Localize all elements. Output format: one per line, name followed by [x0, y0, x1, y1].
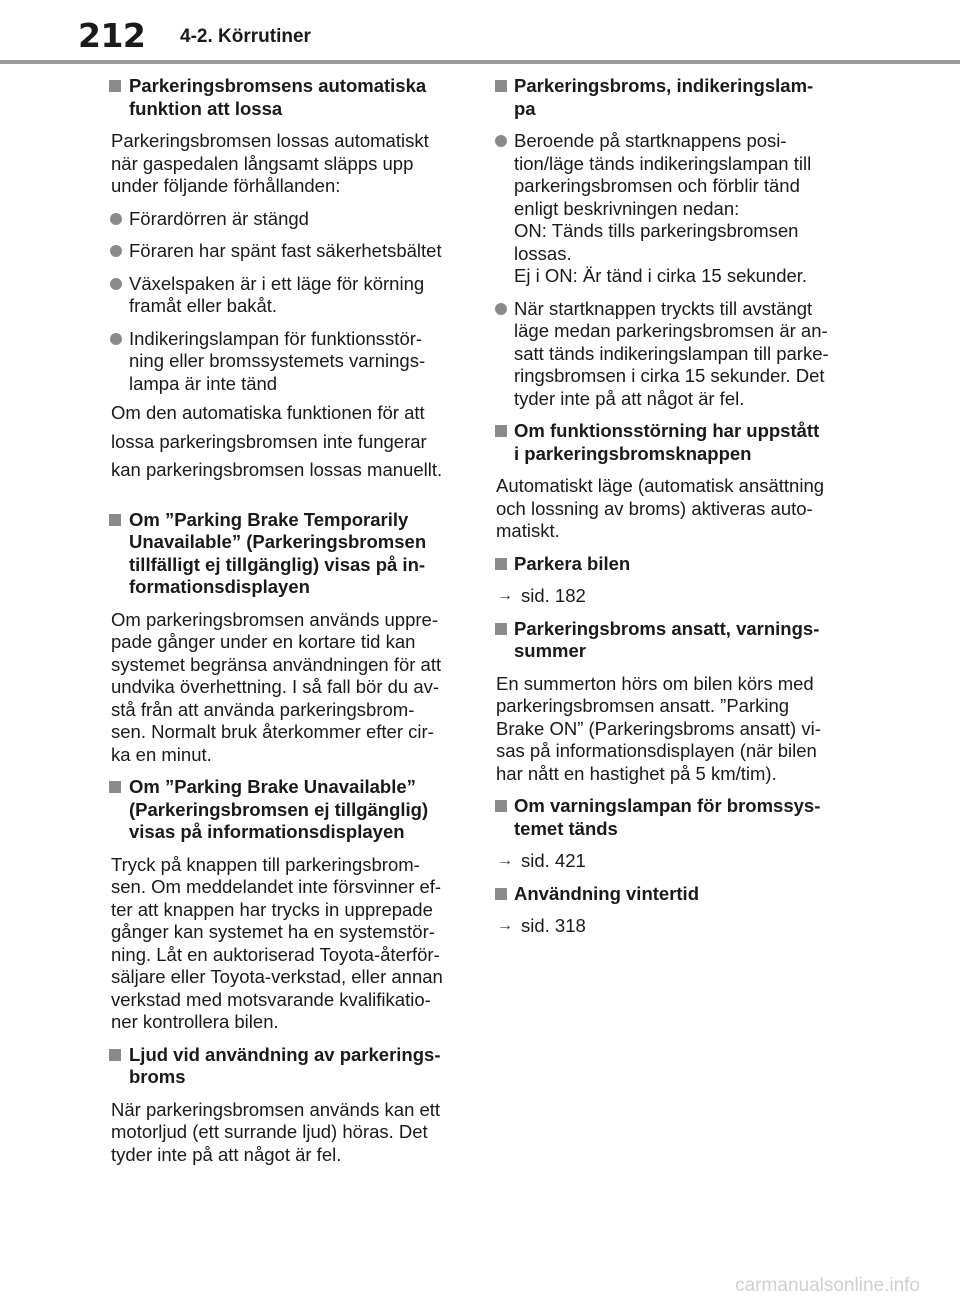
- bullet-text: Föraren har spänt fast säkerhetsbältet: [129, 240, 442, 261]
- round-bullet-icon: [495, 303, 507, 315]
- section-heading-text: Ljud vid användning av parkerings- broms: [129, 1043, 441, 1087]
- section-heading-text: Om ”Parking Brake Temporarily Unavailable” (Parkeringsbromsen tillfälligt ej tillgänglig) visas på in- formationsdisplayen: [129, 508, 427, 597]
- paragraph: [479, 475, 853, 543]
- chapter-title: 4-2. Körrutiner: [180, 26, 311, 47]
- square-bullet-icon: [495, 425, 507, 437]
- paragraph: [94, 854, 468, 1034]
- square-bullet-icon: [495, 558, 507, 570]
- section-heading: [94, 509, 468, 599]
- section-heading: [94, 75, 468, 120]
- page-reference[interactable]: [479, 585, 853, 608]
- section-heading: [479, 618, 853, 663]
- section-heading-text: Parkeringsbroms ansatt, varnings- summer: [514, 617, 820, 661]
- paragraph-text: Automatiskt läge (automatisk ansättning och lossning av broms) aktiveras auto- matiskt.: [496, 475, 825, 541]
- page-reference-text: sid. 318: [521, 915, 586, 936]
- bullet-text: Växelspaken är i ett läge för körning framåt eller bakåt.: [129, 272, 425, 316]
- bullet-item: [479, 298, 853, 411]
- section-heading: [94, 776, 468, 844]
- section-heading-text: Användning vintertid: [514, 882, 699, 904]
- arrow-right-icon: →: [497, 852, 513, 869]
- round-bullet-icon: [110, 213, 122, 225]
- square-bullet-icon: [495, 888, 507, 900]
- section-heading-text: Om varningslampan för bromssys- temet tänds: [514, 795, 821, 839]
- section-heading-text: Parkeringsbromsens automatiska funktion att lossa: [129, 75, 427, 119]
- bullet-item: [94, 240, 468, 263]
- section-heading: [479, 75, 853, 120]
- paragraph-text: Tryck på knappen till parkeringsbrom- sen. Om meddelandet inte försvinner ef- ter att knappen har trycks in upprepade gånger kan systemet ha en systemstör- ning. Låt en auktoriserad Toyota-återför- säljare eller Toyota-verkstad, eller annan verkstad med motsvarande kvalifikatio- ner kontrollera bilen.: [111, 853, 443, 1032]
- page-reference[interactable]: [479, 915, 853, 938]
- square-bullet-icon: [495, 800, 507, 812]
- round-bullet-icon: [110, 245, 122, 257]
- section-heading: [479, 553, 853, 576]
- bullet-item: [94, 273, 468, 318]
- paragraph: [94, 609, 468, 767]
- section-heading: [479, 420, 853, 465]
- round-bullet-icon: [495, 135, 507, 147]
- section-heading: [479, 795, 853, 840]
- square-bullet-icon: [495, 623, 507, 635]
- square-bullet-icon: [109, 514, 121, 526]
- paragraph: [94, 1099, 468, 1167]
- section-heading: [479, 883, 853, 906]
- bullet-text: Indikeringslampan för funktionsstör- ning eller bromssystemets varnings- lampa är inte tänd: [129, 327, 426, 394]
- paragraph: [94, 130, 468, 198]
- paragraph-text: Parkeringsbromsen lossas automatiskt när gaspedalen långsamt släpps upp under följande förhållanden:: [111, 130, 429, 196]
- paragraph: [479, 673, 853, 786]
- left-column: [94, 75, 468, 1166]
- page-header: [0, 0, 960, 64]
- section-heading-text: Parkeringsbroms, indikeringslam- pa: [514, 75, 814, 119]
- bullet-item: [94, 208, 468, 231]
- paragraph-text: Om parkeringsbromsen används uppre- pade gånger under en kortare tid kan systemet begränsa användningen för att undvika överhettning. I så fall bör du av- stå från att använda parkeringsbrom- sen. Normalt bruk återkommer efter cir- ka en minut.: [111, 608, 442, 765]
- bullet-text: Förardörren är stängd: [129, 207, 309, 229]
- bullet-item: [479, 130, 853, 288]
- arrow-right-icon: →: [497, 917, 513, 934]
- square-bullet-icon: [109, 80, 121, 92]
- bullet-item: [94, 328, 468, 396]
- round-bullet-icon: [110, 278, 122, 290]
- section-heading-text: Om ”Parking Brake Unavailable” (Parkeringsbromsen ej tillgänglig) visas på informationsdisplayen: [129, 776, 429, 842]
- square-bullet-icon: [495, 80, 507, 92]
- paragraph-text: När parkeringsbromsen används kan ett motorljud (ett surrande ljud) höras. Det tyder inte på att något är fel.: [111, 1098, 441, 1165]
- round-bullet-icon: [110, 333, 122, 345]
- square-bullet-icon: [109, 781, 121, 793]
- header-divider: [0, 60, 960, 64]
- paragraph-text: Om den automatiska funktionen för att lossa parkeringsbromsen inte fungerar kan parkeringsbromsen lossas manuellt.: [111, 402, 443, 480]
- section-heading-text: Parkera bilen: [514, 552, 631, 574]
- page-number: 212: [78, 16, 146, 55]
- bullet-text: När startknappen tryckts till avstängt läge medan parkeringsbromsen är an- satt tänds indikeringslampan till parke- ringsbromsen i cirka 15 sekunder. Det tyder inte på att något är fel.: [514, 297, 829, 409]
- paragraph-text: En summerton hörs om bilen körs med parkeringsbromsen ansatt. ”Parking Brake ON” (Parkeringsbroms ansatt) vi- sas på informationsdisplayen (när bilen har nått en hastighet på 5 km/tim).: [496, 672, 821, 784]
- section-heading: [94, 1044, 468, 1089]
- bullet-text: Beroende på startknappens posi- tion/läge tänds indikeringslampan till parkeringsbromsen och förblir tänd enligt beskrivningen nedan: ON: Tänds tills parkeringsbromsen lossas. Ej i ON: Är tänd i cirka 15 sekunder.: [514, 130, 812, 286]
- page-reference[interactable]: [479, 850, 853, 873]
- watermark: carmanualsonline.info: [735, 1275, 920, 1296]
- page-reference-text: sid. 182: [521, 585, 586, 606]
- page-reference-text: sid. 421: [521, 850, 586, 871]
- paragraph: [94, 399, 468, 485]
- section-heading-text: Om funktionsstörning har uppstått i parkeringsbromsknappen: [514, 420, 820, 464]
- square-bullet-icon: [109, 1049, 121, 1061]
- arrow-right-icon: →: [497, 587, 513, 604]
- right-column: [479, 75, 853, 938]
